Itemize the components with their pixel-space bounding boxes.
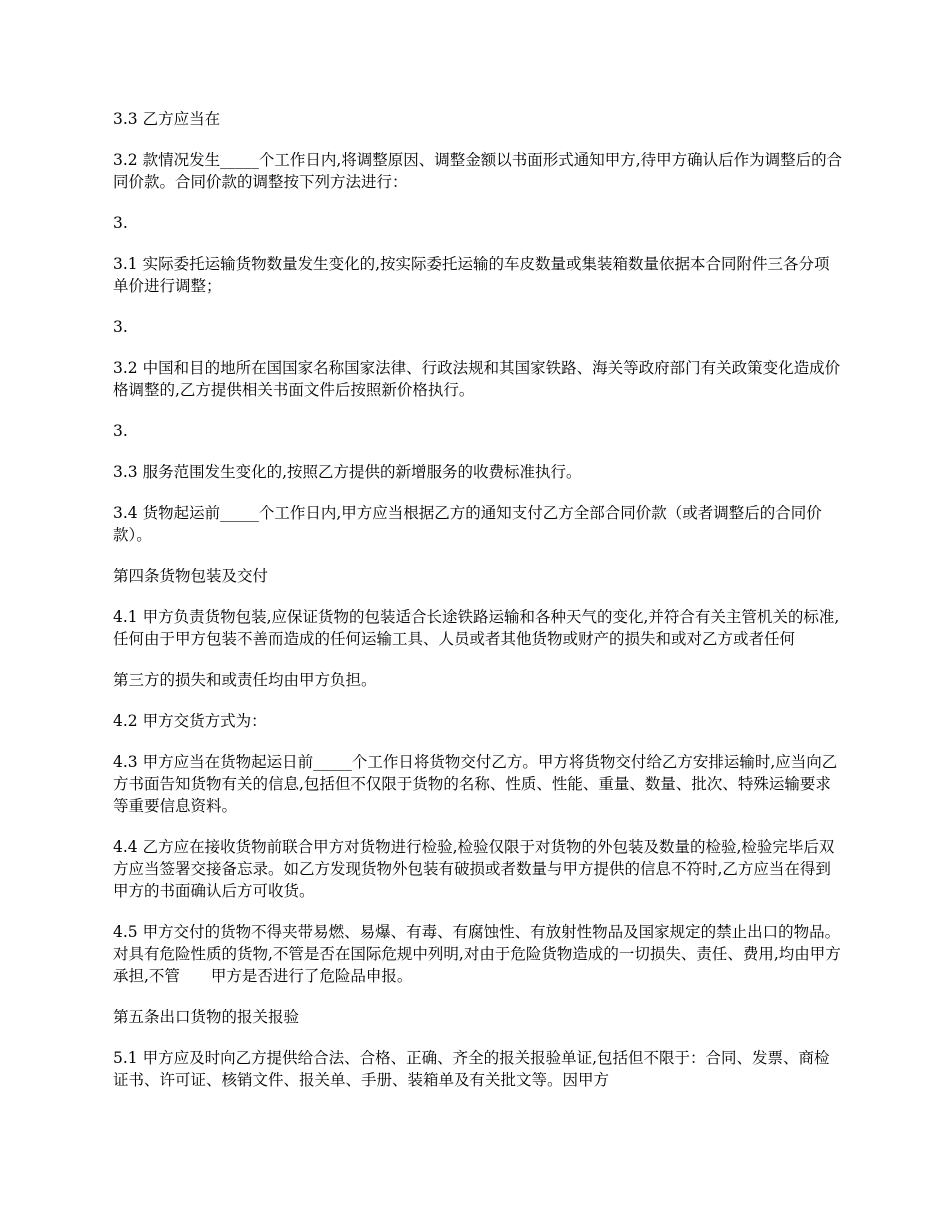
paragraph-4-1-packaging: 4.1 甲方负责货物包装,应保证货物的包装适合长途铁路运输和各种天气的变化,并符合有关主管机关的标准,任何由于甲方包装不善而造成的任何运输工具、人员或者其他货物或财产的损失和或对乙方或者任何 <box>113 608 840 648</box>
paragraph-4-3-delivery: 4.3 甲方应当在货物起运日前_____个工作日将货物交付乙方。甲方将货物交付给乙方安排运输时,应当向乙方书面告知货物有关的信息,包括但不仅限于货物的名称、性质、性能、重量、数量、批次、特殊运输要求等重要信息资料。 <box>113 753 838 815</box>
paragraph-3-2-notice: 3.2 款情况发生_____个工作日内,将调整原因、调整金额以书面形式通知甲方,待甲方确认后作为调整后的合同价款。合同价款的调整按下列方法进行： <box>113 151 843 191</box>
paragraph-3-2-policy: 3.2 中国和目的地所在国国家名称国家法律、行政法规和其国家铁路、海关等政府部门有关政策变化造成价格调整的,乙方提供相关书面文件后按照新价格执行。 <box>113 359 841 399</box>
document-body <box>113 108 843 1110</box>
paragraph-3-3-scope: 3.3 服务范围发生变化的,按照乙方提供的新增服务的收费标准执行。 <box>113 463 582 481</box>
paragraph-section-marker: 3. <box>113 422 128 440</box>
article-4-heading: 第四条货物包装及交付 <box>113 567 269 585</box>
article-5-heading: 第五条出口货物的报关报验 <box>113 1008 300 1026</box>
paragraph-3-3-heading: 3.3 乙方应当在 <box>113 110 221 128</box>
paragraph-section-marker: 3. <box>113 318 128 336</box>
paragraph-4-5-prohibited: 4.5 甲方交付的货物不得夹带易燃、易爆、有毒、有腐蚀性、有放射性物品及国家规定的禁止出口的物品。对具有危险性质的货物,不管是否在国际危规中列明,对由于危险货物造成的一切损失、责任、费用,均由甲方承担,不管 甲方是否进行了危险品申报。 <box>113 923 841 985</box>
paragraph-4-1-continued: 第三方的损失和或责任均由甲方负担。 <box>113 671 377 689</box>
paragraph-5-1-customs: 5.1 甲方应及时向乙方提供给合法、合格、正确、齐全的报关报验单证,包括但不限于：合同、发票、商检证书、许可证、核销文件、报关单、手册、装箱单及有关批文等。因甲方 <box>113 1049 830 1089</box>
paragraph-section-marker: 3. <box>113 214 128 232</box>
paragraph-4-4-inspection: 4.4 乙方应在接收货物前联合甲方对货物进行检验,检验仅限于对货物的外包装及数量的检验,检验完毕后双方应当签署交接备忘录。如乙方发现货物外包装有破损或者数量与甲方提供的信息不符时,乙方应当在得到甲方的书面确认后方可收货。 <box>113 838 835 900</box>
paragraph-4-2-delivery-method: 4.2 甲方交货方式为： <box>113 712 267 730</box>
paragraph-3-1-quantity: 3.1 实际委托运输货物数量发生变化的,按实际委托运输的车皮数量或集装箱数量依据本合同附件三各分项单价进行调整； <box>113 255 830 295</box>
paragraph-3-4-payment: 3.4 货物起运前_____个工作日内,甲方应当根据乙方的通知支付乙方全部合同价款（或者调整后的合同价款）。 <box>113 504 822 544</box>
